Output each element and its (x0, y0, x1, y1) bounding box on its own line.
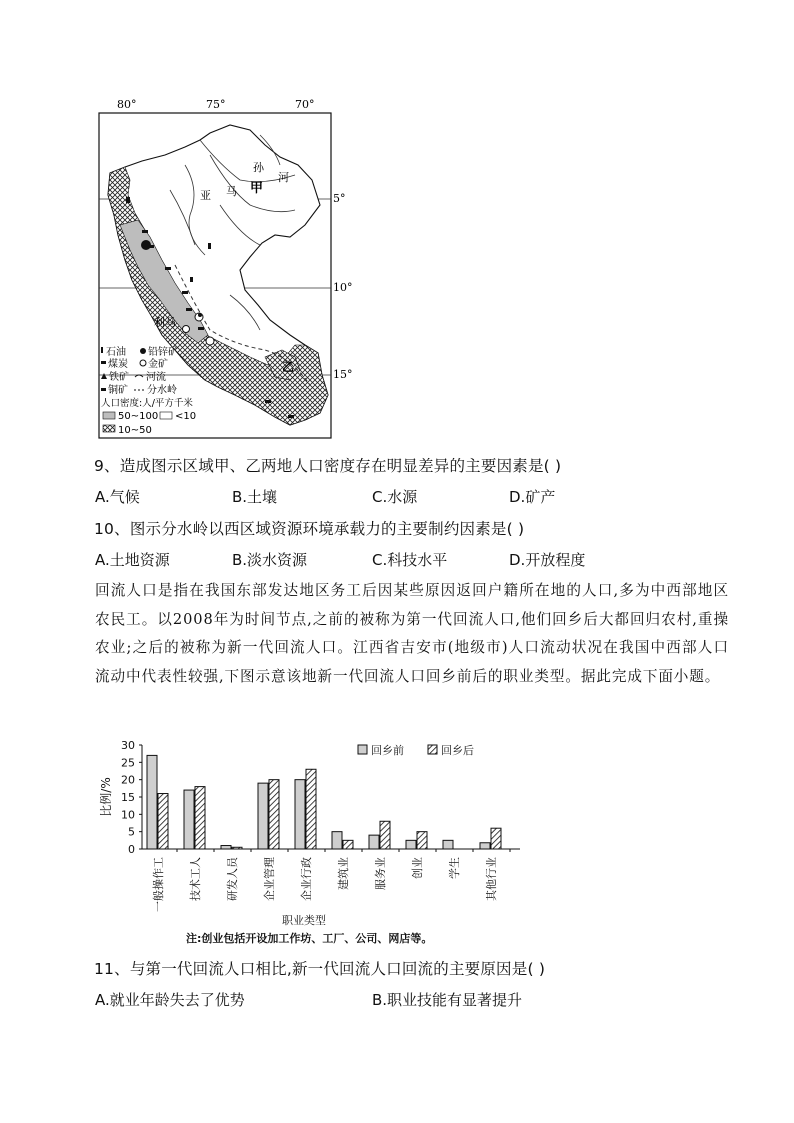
bar-before (221, 846, 231, 849)
q10-option-d[interactable]: D.开放程度 (509, 551, 586, 569)
q9-option-a[interactable]: A.气候 (95, 488, 140, 506)
lon-label-75: 75° (206, 98, 226, 111)
bar-before (184, 790, 194, 849)
bar-after (232, 847, 242, 849)
lat-label-5: 5° (333, 192, 346, 205)
svg-text:铁矿: 铁矿 (109, 372, 129, 383)
category-label: 企业行政 (300, 857, 313, 901)
peru-map (90, 95, 353, 445)
bar-after (306, 769, 316, 849)
q11-option-b[interactable]: B.职业技能有显著提升 (372, 991, 523, 1009)
category-label: 研发人员 (226, 857, 239, 901)
x-axis-label: 职业类型 (282, 914, 326, 927)
bar-before (369, 835, 379, 849)
bar-before (258, 783, 268, 849)
category-label: 一般操作工 (152, 857, 165, 912)
svg-text:石油: 石油 (106, 347, 126, 358)
chart-note: 注:创业包括开设加工作坊、工厂、公司、网店等。 (186, 932, 433, 945)
bar-before (147, 755, 157, 849)
svg-text:河流: 河流 (146, 372, 166, 383)
bar-before (480, 843, 490, 849)
svg-text:50~100: 50~100 (118, 411, 159, 422)
question-10-stem: 10、图示分水岭以西区域资源环境承载力的主要制约因素是( ) (94, 520, 525, 538)
label-jia: 甲 (250, 181, 264, 196)
bar-before (295, 780, 305, 849)
legend-label-before: 回乡前 (371, 744, 404, 757)
occupation-bar-chart (96, 736, 516, 948)
svg-text:<10: <10 (175, 411, 197, 422)
q10-option-b[interactable]: B.淡水资源 (232, 551, 308, 569)
q9-option-d[interactable]: D.矿产 (509, 488, 556, 506)
svg-text:铅锌矿: 铅锌矿 (148, 347, 178, 358)
y-tick-label: 0 (128, 843, 135, 856)
svg-text:金矿: 金矿 (148, 359, 168, 370)
legend-swatch-before (358, 745, 367, 754)
passage-text: 回流人口是指在我国东部发达地区务工后因某些原因返回户籍所在地的人口,多为中西部地区农民工。以2008年为时间节点,之前的被称为第一代回流人口,他们回乡后大都回归农村,重操农业;之后的被称为新一代回流人口。江西省吉安市(地级市)人口流动状况在我国中西部人口流动中代表性较强,下图示意该地新一代回流人口回乡前后的职业类型。据此完成下面小题。 (95, 582, 729, 685)
bar-after (491, 828, 501, 849)
map-figure (90, 95, 353, 445)
legend-swatch-after (428, 745, 437, 754)
label-ma: 马 (226, 185, 237, 198)
question-11-stem: 11、与第一代回流人口相比,新一代回流人口回流的主要原因是( ) (94, 960, 546, 978)
category-label: 技术工人 (189, 857, 202, 901)
label-yi: 乙 (282, 360, 295, 374)
svg-text:分水岭: 分水岭 (147, 385, 177, 396)
lon-label-80: 80° (117, 98, 137, 111)
category-label: 创业 (411, 857, 424, 879)
y-tick-label: 30 (121, 739, 135, 752)
y-axis-label: 比例/% (99, 777, 113, 817)
svg-text:铜矿: 铜矿 (108, 385, 128, 396)
y-tick-label: 10 (121, 808, 135, 822)
bar-after (195, 787, 205, 849)
bar-after (417, 832, 427, 849)
y-tick-label: 25 (121, 756, 135, 770)
bar-after (269, 780, 279, 849)
legend-label-after: 回乡后 (441, 744, 474, 757)
svg-text:煤炭: 煤炭 (108, 359, 128, 370)
question-9-stem: 9、造成图示区域甲、乙两地人口密度存在明显差异的主要因素是( ) (94, 457, 562, 475)
category-label: 服务业 (374, 857, 387, 890)
q9-option-b[interactable]: B.土壤 (232, 488, 278, 506)
bar-after (343, 840, 353, 849)
y-tick-label: 15 (121, 791, 135, 804)
category-label: 建筑业 (337, 857, 350, 890)
lat-label-15: 15° (333, 368, 353, 381)
label-sun: 孙 (253, 161, 264, 174)
q10-option-c[interactable]: C.科技水平 (372, 551, 448, 569)
bar-before (332, 832, 342, 849)
y-tick-label: 5 (128, 825, 135, 839)
svg-text:人口密度:人/平方千米: 人口密度:人/平方千米 (101, 398, 193, 409)
q9-option-c[interactable]: C.水源 (372, 488, 418, 506)
lima-marker (183, 326, 190, 333)
lat-label-10: 10° (333, 281, 353, 294)
bar-before (443, 840, 453, 849)
lon-label-70: 70° (295, 98, 315, 111)
q10-option-a[interactable]: A.土地资源 (95, 551, 170, 569)
q11-option-a[interactable]: A.就业年龄失去了优势 (95, 991, 245, 1009)
label-he: 河 (278, 171, 289, 184)
bar-before (406, 840, 416, 849)
category-label: 企业管理 (263, 857, 276, 901)
bar-after (380, 821, 390, 849)
svg-text:10~50: 10~50 (118, 425, 152, 436)
category-label: 学生 (448, 857, 461, 879)
y-tick-label: 20 (121, 773, 135, 787)
label-lima: 利马 (154, 316, 176, 329)
bar-after (158, 794, 168, 849)
category-label: 其他行业 (485, 857, 498, 901)
bar-chart-figure (96, 736, 516, 948)
label-ya: 亚 (200, 189, 211, 202)
